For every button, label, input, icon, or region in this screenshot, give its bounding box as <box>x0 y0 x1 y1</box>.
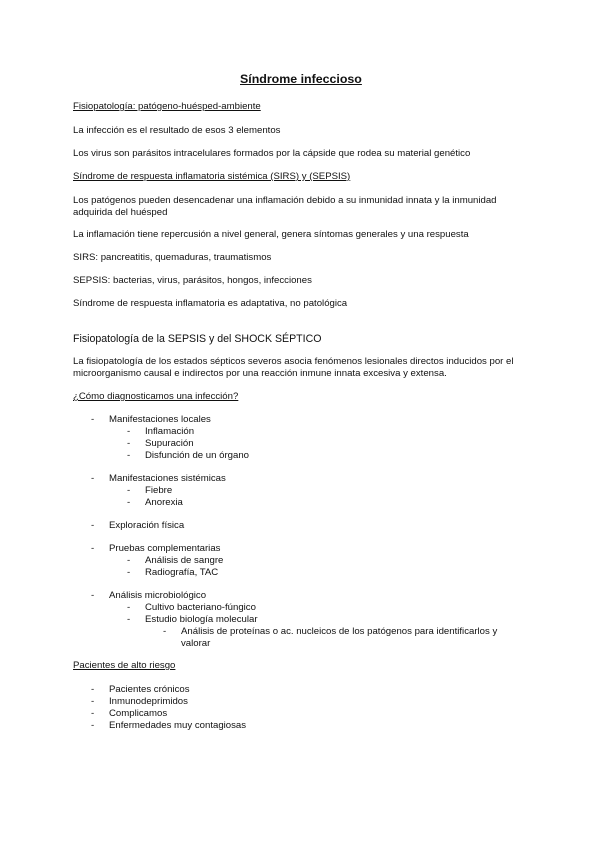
list-item-cultivo: Cultivo bacteriano-fúngico <box>145 602 256 613</box>
paragraph-adaptativa: Síndrome de respuesta inflamatoria es adaptativa, no patológica <box>73 298 348 309</box>
list-bullet: - <box>91 696 95 707</box>
heading-fisiopatologia: Fisiopatología: patógeno-huésped-ambiente <box>73 101 261 112</box>
heading-sirs: Síndrome de respuesta inflamatoria sistémica (SIRS) y (SEPSIS) <box>73 171 351 182</box>
list-item-radiografia: Radiografía, TAC <box>145 567 219 578</box>
list-item-pruebas-complementarias: Pruebas complementarias <box>109 543 221 554</box>
heading-shock-septico: Fisiopatología de la SEPSIS y del SHOCK SÉPTICO <box>73 333 322 345</box>
list-bullet: - <box>127 497 131 508</box>
paragraph-sirs-causas: SIRS: pancreatitis, quemaduras, traumatismos <box>73 252 272 263</box>
list-bullet: - <box>91 708 95 719</box>
paragraph-virus: Los virus son parásitos intracelulares formados por la cápside que rodea su material genético <box>73 148 471 159</box>
list-bullet: - <box>127 555 131 566</box>
list-item-exploracion-fisica: Exploración física <box>109 520 185 531</box>
list-bullet: - <box>127 485 131 496</box>
list-item-supuracion: Supuración <box>145 438 194 449</box>
list-item-analisis-sangre: Análisis de sangre <box>145 555 224 566</box>
document-title: Síndrome infeccioso <box>240 72 362 86</box>
list-item-cronicos: Pacientes crónicos <box>109 684 190 695</box>
list-item-complicamos: Complicamos <box>109 708 168 719</box>
list-bullet: - <box>127 567 131 578</box>
list-item-proteinas: Análisis de proteínas o ac. nucleicos de los patógenos para identificarlos y valorar <box>181 626 498 649</box>
list-item-disfuncion: Disfunción de un órgano <box>145 450 250 461</box>
heading-diagnostico: ¿Cómo diagnosticamos una infección? <box>73 391 239 402</box>
list-bullet: - <box>127 602 131 613</box>
list-item-analisis-microbiologico: Análisis microbiológico <box>109 590 207 601</box>
list-bullet: - <box>127 450 131 461</box>
list-item-manifestaciones-locales: Manifestaciones locales <box>109 414 211 425</box>
list-item-anorexia: Anorexia <box>145 497 183 508</box>
list-bullet: - <box>91 520 95 531</box>
list-item-fiebre: Fiebre <box>145 485 173 496</box>
list-item-inflamacion: Inflamación <box>145 426 195 437</box>
paragraph-fisiopatologia-sepsis: La fisiopatología de los estados sépticos severos asocia fenómenos lesionales directos inducidos por el microorganismo causal e indirectos por una reacción inmune innata excesiva y extensa. <box>73 356 514 379</box>
paragraph-elementos: La infección es el resultado de esos 3 elementos <box>73 125 281 136</box>
list-bullet: - <box>91 684 95 695</box>
list-item-contagiosas: Enfermedades muy contagiosas <box>109 720 247 731</box>
list-bullet: - <box>91 590 95 601</box>
list-item-manifestaciones-sistemicas: Manifestaciones sistémicas <box>109 473 226 484</box>
paragraph-sepsis-causas: SEPSIS: bacterias, virus, parásitos, hongos, infecciones <box>73 275 312 286</box>
list-item-inmunodeprimidos: Inmunodeprimidos <box>109 696 188 707</box>
list-bullet: - <box>91 543 95 554</box>
list-bullet: - <box>127 426 131 437</box>
list-bullet: - <box>127 438 131 449</box>
heading-alto-riesgo: Pacientes de alto riesgo <box>73 660 176 671</box>
list-bullet: - <box>91 720 95 731</box>
list-bullet: - <box>163 626 167 637</box>
paragraph-repercusion: La inflamación tiene repercusión a nivel general, genera síntomas generales y una respuesta <box>73 229 469 240</box>
list-bullet: - <box>91 473 95 484</box>
list-bullet: - <box>91 414 95 425</box>
list-item-biologia-molecular: Estudio biología molecular <box>145 614 258 625</box>
paragraph-patogenos: Los patógenos pueden desencadenar una inflamación debido a su inmunidad innata y la inmunidad adquirida del huésped <box>73 195 497 218</box>
list-bullet: - <box>127 614 131 625</box>
